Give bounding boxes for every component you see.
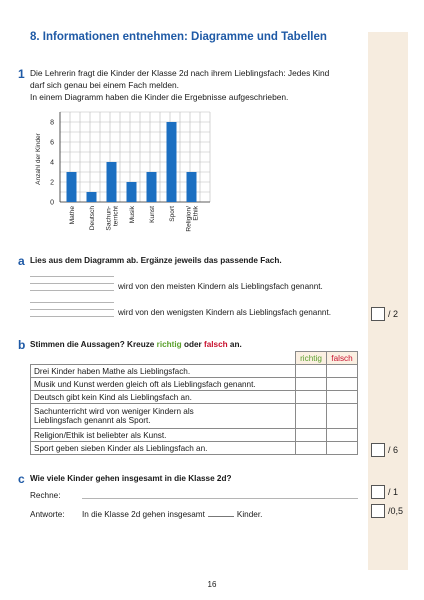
table-row <box>31 442 358 455</box>
bar <box>147 172 157 202</box>
checkbox-richtig[interactable] <box>296 365 327 378</box>
rechne-input-line[interactable] <box>82 498 358 499</box>
x-tick-label: Religion/ <box>185 206 193 232</box>
answer-text-most: wird von den meisten Kindern als Lieblingsfach genannt. <box>118 282 323 291</box>
checkbox-falsch[interactable] <box>327 442 358 455</box>
checkbox-falsch[interactable] <box>327 391 358 404</box>
page-title: 8. Informationen entnehmen: Diagramme und Tabellen <box>30 31 327 43</box>
checkbox-falsch[interactable] <box>327 378 358 391</box>
table-row <box>31 391 358 404</box>
column-header-falsch: falsch <box>327 352 358 365</box>
bar-chart <box>30 104 220 249</box>
bar <box>127 182 137 202</box>
statement-text: Religion/Ethik ist beliebter als Kunst. <box>31 429 296 442</box>
score-part-c-1 <box>371 485 398 499</box>
checkbox-richtig[interactable] <box>296 442 327 455</box>
score-box[interactable] <box>371 485 385 499</box>
score-label: /0,5 <box>388 506 404 516</box>
x-tick-label: Sachun- <box>105 206 113 231</box>
answer-field-least[interactable] <box>30 302 114 316</box>
bar <box>67 172 77 202</box>
score-label: / 6 <box>388 445 399 455</box>
score-part-c-2 <box>371 504 403 518</box>
bar <box>167 122 177 202</box>
y-tick-label: 6 <box>50 139 54 147</box>
intro-line: Die Lehrerin fragt die Kinder der Klasse 2d nach ihrem Lieblingsfach: Jedes Kind <box>30 68 330 78</box>
score-label: / 1 <box>388 487 399 497</box>
y-tick-label: 8 <box>50 119 54 127</box>
checkbox-falsch[interactable] <box>327 365 358 378</box>
rechne-label: Rechne: <box>30 491 61 500</box>
score-label: / 2 <box>388 309 399 319</box>
antwort-sentence: In die Klasse 2d gehen insgesamt Kinder. <box>82 510 263 519</box>
bar <box>87 192 97 202</box>
statement-table <box>30 351 358 455</box>
part-c-letter: c <box>18 472 25 486</box>
score-part-a <box>371 307 398 321</box>
x-tick-label: Kunst <box>148 206 156 223</box>
task-intro <box>30 67 365 103</box>
column-header-richtig: richtig <box>296 352 327 365</box>
y-tick-label: 4 <box>50 159 54 167</box>
table-row <box>31 378 358 391</box>
score-box[interactable] <box>371 504 385 518</box>
part-c-question: Wie viele Kinder gehen insgesamt in die Klasse 2d? <box>30 474 232 483</box>
checkbox-falsch[interactable] <box>327 404 358 429</box>
table-row <box>31 404 358 429</box>
checkbox-richtig[interactable] <box>296 378 327 391</box>
x-tick-label: Musik <box>128 206 136 224</box>
y-tick-label: 2 <box>50 179 54 187</box>
statement-text: Sachunterricht wird von weniger Kindern als Lieblingsfach genannt als Sport. <box>31 404 296 429</box>
statement-text: Deutsch gibt kein Kind als Lieblingsfach an. <box>31 391 296 404</box>
y-tick-label: 0 <box>50 199 54 207</box>
table-row <box>31 429 358 442</box>
page-number: 16 <box>207 580 217 589</box>
statement-text: Sport geben sieben Kinder als Lieblingsfach an. <box>31 442 296 455</box>
task-number: 1 <box>18 67 25 81</box>
checkbox-richtig[interactable] <box>296 429 327 442</box>
y-axis-label: Anzahl der Kinder <box>35 133 42 185</box>
intro-line: darf sich genau bei einem Fach melden. <box>30 80 179 90</box>
x-tick-label: Sport <box>168 206 176 222</box>
antwort-label: Antworte: <box>30 510 65 519</box>
bar <box>187 172 197 202</box>
statement-text: Musik und Kunst werden gleich oft als Lieblingsfach genannt. <box>31 378 296 391</box>
x-tick-label: Deutsch <box>88 206 96 231</box>
x-tick-label: Ethik <box>192 206 200 221</box>
intro-line: In einem Diagramm haben die Kinder die Ergebnisse aufgeschrieben. <box>30 92 289 102</box>
answer-field-most[interactable] <box>30 276 114 290</box>
part-a-question: Lies aus dem Diagramm ab. Ergänze jeweils das passende Fach. <box>30 256 282 265</box>
statement-text: Drei Kinder haben Mathe als Lieblingsfach. <box>31 365 296 378</box>
part-b-letter: b <box>18 338 26 352</box>
score-part-b <box>371 443 398 457</box>
x-tick-label: terricht <box>112 206 120 227</box>
checkbox-richtig[interactable] <box>296 391 327 404</box>
table-row <box>31 365 358 378</box>
bar-chart-svg <box>30 104 220 244</box>
bar <box>107 162 117 202</box>
answer-text-least: wird von den wenigsten Kindern als Lieblingsfach genannt. <box>118 308 332 317</box>
part-b-question: Stimmen die Aussagen? Kreuze richtig oder falsch an. <box>30 340 242 349</box>
checkbox-richtig[interactable] <box>296 404 327 429</box>
antwort-blank[interactable] <box>208 516 234 517</box>
checkbox-falsch[interactable] <box>327 429 358 442</box>
score-box[interactable] <box>371 443 385 457</box>
score-box[interactable] <box>371 307 385 321</box>
part-a-letter: a <box>18 254 25 268</box>
x-tick-label: Mathe <box>68 206 76 225</box>
